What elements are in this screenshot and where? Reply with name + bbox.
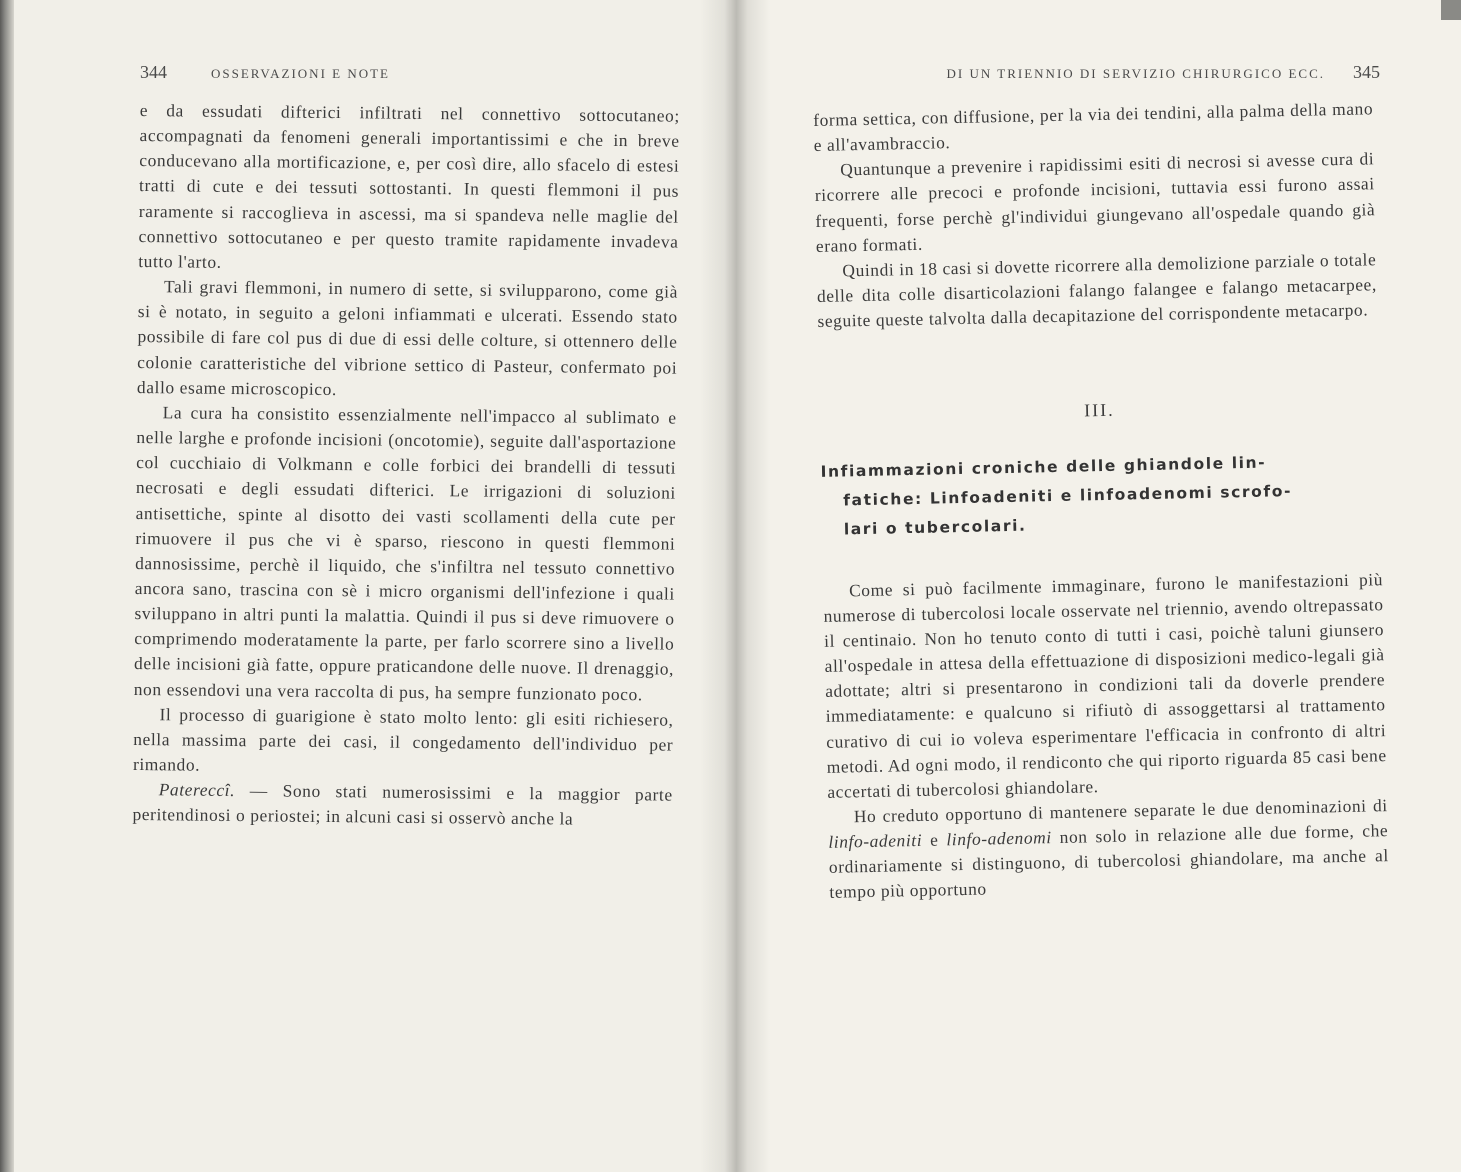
left-paragraph-4: Il processo di guarigione è stato molto lento: gli esiti richiesero, nella massima parte dei casi, il congedamento dell'individuo per rimando. <box>132 703 674 775</box>
right-page-number: 345 <box>1353 62 1380 82</box>
linfo-adenomi-term: linfo-adenomi <box>946 827 1052 850</box>
section-title-line-2: fatiche: Linfoadeniti e linfoadenomi scrofo- <box>843 481 1293 510</box>
right-paragraph-2: Quantunque a prevenire i rapidissimi esiti di necrosi si avesse cura di ricorrere alle precoci e profonde incisioni, tuttavia essi furono assai frequenti, forse perchè gl'individui giungevano all'ospedale quando già erano formati. <box>814 148 1376 256</box>
linfo-adeniti-term: linfo-adeniti <box>828 830 923 852</box>
right-page-body <box>813 96 1390 905</box>
left-paragraph-2: Tali gravi flemmoni, in numero di sette, si svilupparono, come già si è notato, in seguito a geloni infiammati e ulcerati. Essendo stato possibile di fare col pus di due di essi delle colture, si ottennero delle colonie caratteristiche del vibrione settico di Pasteur, confermato poi dallo esame microscopico. <box>136 276 679 399</box>
right-paragraph-5 <box>828 793 1390 905</box>
left-paragraph-1: e da essudati difterici infiltrati nel connettivo sottocutaneo; accompagnati da fenomeni generali importantissimi e che in breve conducevano alla mortificazione, e, per così dire, allo sfacelo di estesi tratti di cute e dei tessuti sottostanti. In questi flemmoni il pus raramente si raccoglieva in ascessi, ma si spandeva nelle maglie del connettivo sottocutaneo e per questo tramite rapidamente invadeva tutto l'arto. <box>138 99 680 272</box>
left-page-body <box>132 98 680 833</box>
left-page <box>0 0 730 1172</box>
right-paragraph-4: Come si può facilmente immaginare, furono le manifestazioni più numerose di tubercolosi locale osservate nel triennio, avendo oltrepassato il centinaio. Non ho tenuto conto di tutti i casi, poichè taluni giunsero all'ospedale in attesa della effettuazione di disposizioni medico-legali già adottate; altri si presentarono in condizioni tali da doverle prendere immediatamente: e qualcuno si rifiutò di assoggettarsi al trattamento curativo di cui io voleva esperimentare l'efficacia in confronto di altri metodi. Ad ogni modo, il rendiconto che qui riporto riguarda 85 casi bene accertati di tubercolosi ghiandolare. <box>823 568 1387 802</box>
left-paragraph-5-text: — Sono stati numerosissimi e la maggior parte peritendinosi o periostei; in alcuni casi si osservò anche la <box>132 780 673 829</box>
right-paragraph-1: forma settica, con diffusione, per la via dei tendini, alla palma della mano e all'avambraccio. <box>813 98 1374 156</box>
left-page-number: 344 <box>140 62 167 82</box>
section-title-line-1: Infiammazioni croniche delle ghiandole lin- <box>820 453 1267 481</box>
scan-corner <box>1441 0 1461 20</box>
left-paragraph-5 <box>132 777 672 833</box>
left-running-header <box>140 62 680 90</box>
left-paragraph-3: La cura ha consistito essenzialmente nell'impacco al sublimato e nelle larghe e profonde incisioni (oncotomie), seguite dall'asportazione col cucchiaio di Volkmann e colle forbici dei brandelli di tessuti necrosati e degli essudati difterici. Le irrigazioni di soluzioni antisettiche, spinte al disotto dei vasti scollamenti della cute per rimuovere il pus che vi è sparso, riescono in questi flemmoni dannosissime, perchè il liquido, che s'infiltra nel tessuto connettivo ancora sano, trascina con sè i micro organismi dell'infezione i quali sviluppano in altri punti la malattia. Quindi il pus si deve rimuovere o comprimendo moderatamente la parte, per farlo scorrere sino a livello delle incisioni già fatte, oppure praticandone delle nuove. Il drenaggio, non essendovi una vera raccolta di pus, ha sempre funzionato poco. <box>133 402 677 704</box>
section-number: III. <box>1083 400 1115 421</box>
right-paragraph-5-end: non solo in relazione alle due forme, che ordinariamente si distinguono, di tubercolosi ghiandolare, ma anche al tempo più opportuno <box>828 820 1389 903</box>
patereccii-term: Patereccî. <box>158 779 236 801</box>
left-running-head: OSSERVAZIONI E NOTE <box>211 66 390 81</box>
right-paragraph-5-start: Ho creduto opportuno di mantenere separate le due denominazioni di <box>853 795 1388 827</box>
section-title-line-3: lari o tubercolari. <box>843 516 1027 539</box>
right-page <box>730 0 1461 1172</box>
right-paragraph-3: Quindi in 18 casi si dovette ricorrere alla demolizione parziale o totale delle dita colle disarticolazioni falango falangee e falango metacarpee, seguite queste talvolta dalla decapitazione del corrispondente metacarpo. <box>816 249 1378 332</box>
section-title <box>820 446 1382 545</box>
right-running-head: DI UN TRIENNIO DI SERVIZIO CHIRURGICO ECC. <box>946 66 1325 81</box>
right-running-header <box>860 62 1380 90</box>
book-edge <box>0 0 14 1172</box>
right-paragraph-5-mid: e <box>921 829 947 850</box>
